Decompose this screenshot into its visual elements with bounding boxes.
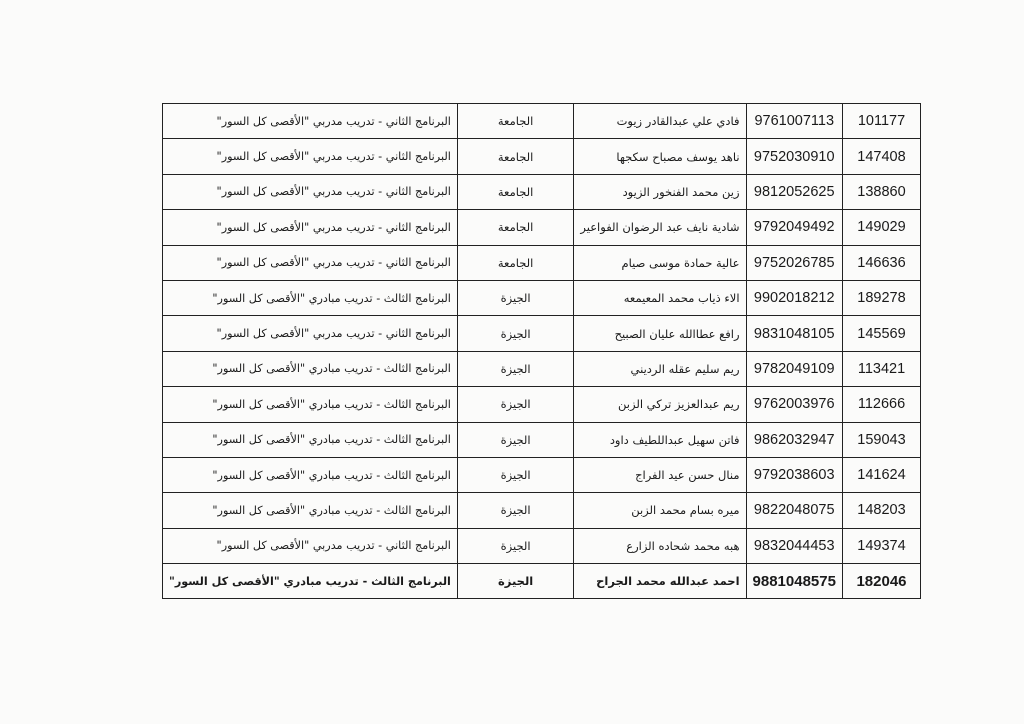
number-cell: 9832044453: [746, 528, 842, 563]
program-cell: البرنامج الثالث - تدريب مبادري "الأقصى كل السور": [163, 564, 458, 599]
table-row: [163, 174, 921, 209]
institution-cell: الجيزة: [457, 564, 574, 599]
number-cell: 9761007113: [746, 104, 842, 139]
table-row: [163, 351, 921, 386]
id-cell: 138860: [842, 174, 920, 209]
name-cell: عالية حمادة موسى صيام: [574, 245, 746, 280]
number-cell: 9762003976: [746, 387, 842, 422]
name-cell: منال حسن عيد الفراج: [574, 457, 746, 492]
institution-cell: الجيزة: [457, 351, 574, 386]
number-cell: 9792049492: [746, 210, 842, 245]
program-cell: البرنامج الثالث - تدريب مبادري "الأقصى كل السور": [163, 457, 458, 492]
name-cell: ناهد يوسف مصباح سكجها: [574, 139, 746, 174]
program-cell: البرنامج الثالث - تدريب مبادري "الأقصى كل السور": [163, 351, 458, 386]
table-row: [163, 457, 921, 492]
roster-table: [162, 103, 921, 599]
program-cell: البرنامج الثالث - تدريب مبادري "الأقصى كل السور": [163, 280, 458, 315]
number-cell: 9862032947: [746, 422, 842, 457]
id-cell: 146636: [842, 245, 920, 280]
id-cell: 159043: [842, 422, 920, 457]
number-cell: 9752026785: [746, 245, 842, 280]
program-cell: البرنامج الثاني - تدريب مدربي "الأقصى كل السور": [163, 316, 458, 351]
name-cell: فادي علي عبدالقادر زيوت: [574, 104, 746, 139]
institution-cell: الجيزة: [457, 387, 574, 422]
number-cell: 9812052625: [746, 174, 842, 209]
institution-cell: الجامعة: [457, 210, 574, 245]
institution-cell: الجيزة: [457, 280, 574, 315]
id-cell: 149029: [842, 210, 920, 245]
table-row: [163, 139, 921, 174]
id-cell: 182046: [842, 564, 920, 599]
id-cell: 147408: [842, 139, 920, 174]
id-cell: 141624: [842, 457, 920, 492]
id-cell: 189278: [842, 280, 920, 315]
table-row: [163, 493, 921, 528]
institution-cell: الجيزة: [457, 457, 574, 492]
program-cell: البرنامج الثاني - تدريب مدربي "الأقصى كل السور": [163, 245, 458, 280]
program-cell: البرنامج الثالث - تدريب مبادري "الأقصى كل السور": [163, 422, 458, 457]
table-row: [163, 387, 921, 422]
name-cell: رافع عطاالله عليان الصبيح: [574, 316, 746, 351]
table-row: [163, 564, 921, 599]
name-cell: ميره بسام محمد الزبن: [574, 493, 746, 528]
institution-cell: الجامعة: [457, 104, 574, 139]
table-row: [163, 422, 921, 457]
number-cell: 9881048575: [746, 564, 842, 599]
program-cell: البرنامج الثاني - تدريب مدربي "الأقصى كل السور": [163, 210, 458, 245]
institution-cell: الجامعة: [457, 139, 574, 174]
program-cell: البرنامج الثالث - تدريب مبادري "الأقصى كل السور": [163, 387, 458, 422]
id-cell: 145569: [842, 316, 920, 351]
program-cell: البرنامج الثاني - تدريب مدربي "الأقصى كل السور": [163, 174, 458, 209]
name-cell: فاتن سهيل عبداللطيف داود: [574, 422, 746, 457]
name-cell: هبه محمد شحاده الزارع: [574, 528, 746, 563]
id-cell: 148203: [842, 493, 920, 528]
institution-cell: الجامعة: [457, 245, 574, 280]
institution-cell: الجيزة: [457, 493, 574, 528]
program-cell: البرنامج الثاني - تدريب مدربي "الأقصى كل السور": [163, 104, 458, 139]
institution-cell: الجيزة: [457, 528, 574, 563]
table-row: [163, 245, 921, 280]
table-row: [163, 528, 921, 563]
table-row: [163, 316, 921, 351]
name-cell: زين محمد الفنخور الزيود: [574, 174, 746, 209]
institution-cell: الجيزة: [457, 316, 574, 351]
id-cell: 149374: [842, 528, 920, 563]
number-cell: 9822048075: [746, 493, 842, 528]
number-cell: 9782049109: [746, 351, 842, 386]
number-cell: 9752030910: [746, 139, 842, 174]
name-cell: احمد عبدالله محمد الجراح: [574, 564, 746, 599]
table-row: [163, 280, 921, 315]
table-row: [163, 210, 921, 245]
id-cell: 112666: [842, 387, 920, 422]
table-row: [163, 104, 921, 139]
number-cell: 9902018212: [746, 280, 842, 315]
program-cell: البرنامج الثاني - تدريب مدربي "الأقصى كل السور": [163, 528, 458, 563]
id-cell: 113421: [842, 351, 920, 386]
number-cell: 9831048105: [746, 316, 842, 351]
name-cell: الاء ذياب محمد المعيمعه: [574, 280, 746, 315]
institution-cell: الجيزة: [457, 422, 574, 457]
name-cell: ريم سليم عقله الرديني: [574, 351, 746, 386]
id-cell: 101177: [842, 104, 920, 139]
institution-cell: الجامعة: [457, 174, 574, 209]
name-cell: ريم عبدالعزيز تركي الزبن: [574, 387, 746, 422]
program-cell: البرنامج الثاني - تدريب مدربي "الأقصى كل السور": [163, 139, 458, 174]
name-cell: شادية نايف عبد الرضوان الفواعير: [574, 210, 746, 245]
program-cell: البرنامج الثالث - تدريب مبادري "الأقصى كل السور": [163, 493, 458, 528]
number-cell: 9792038603: [746, 457, 842, 492]
